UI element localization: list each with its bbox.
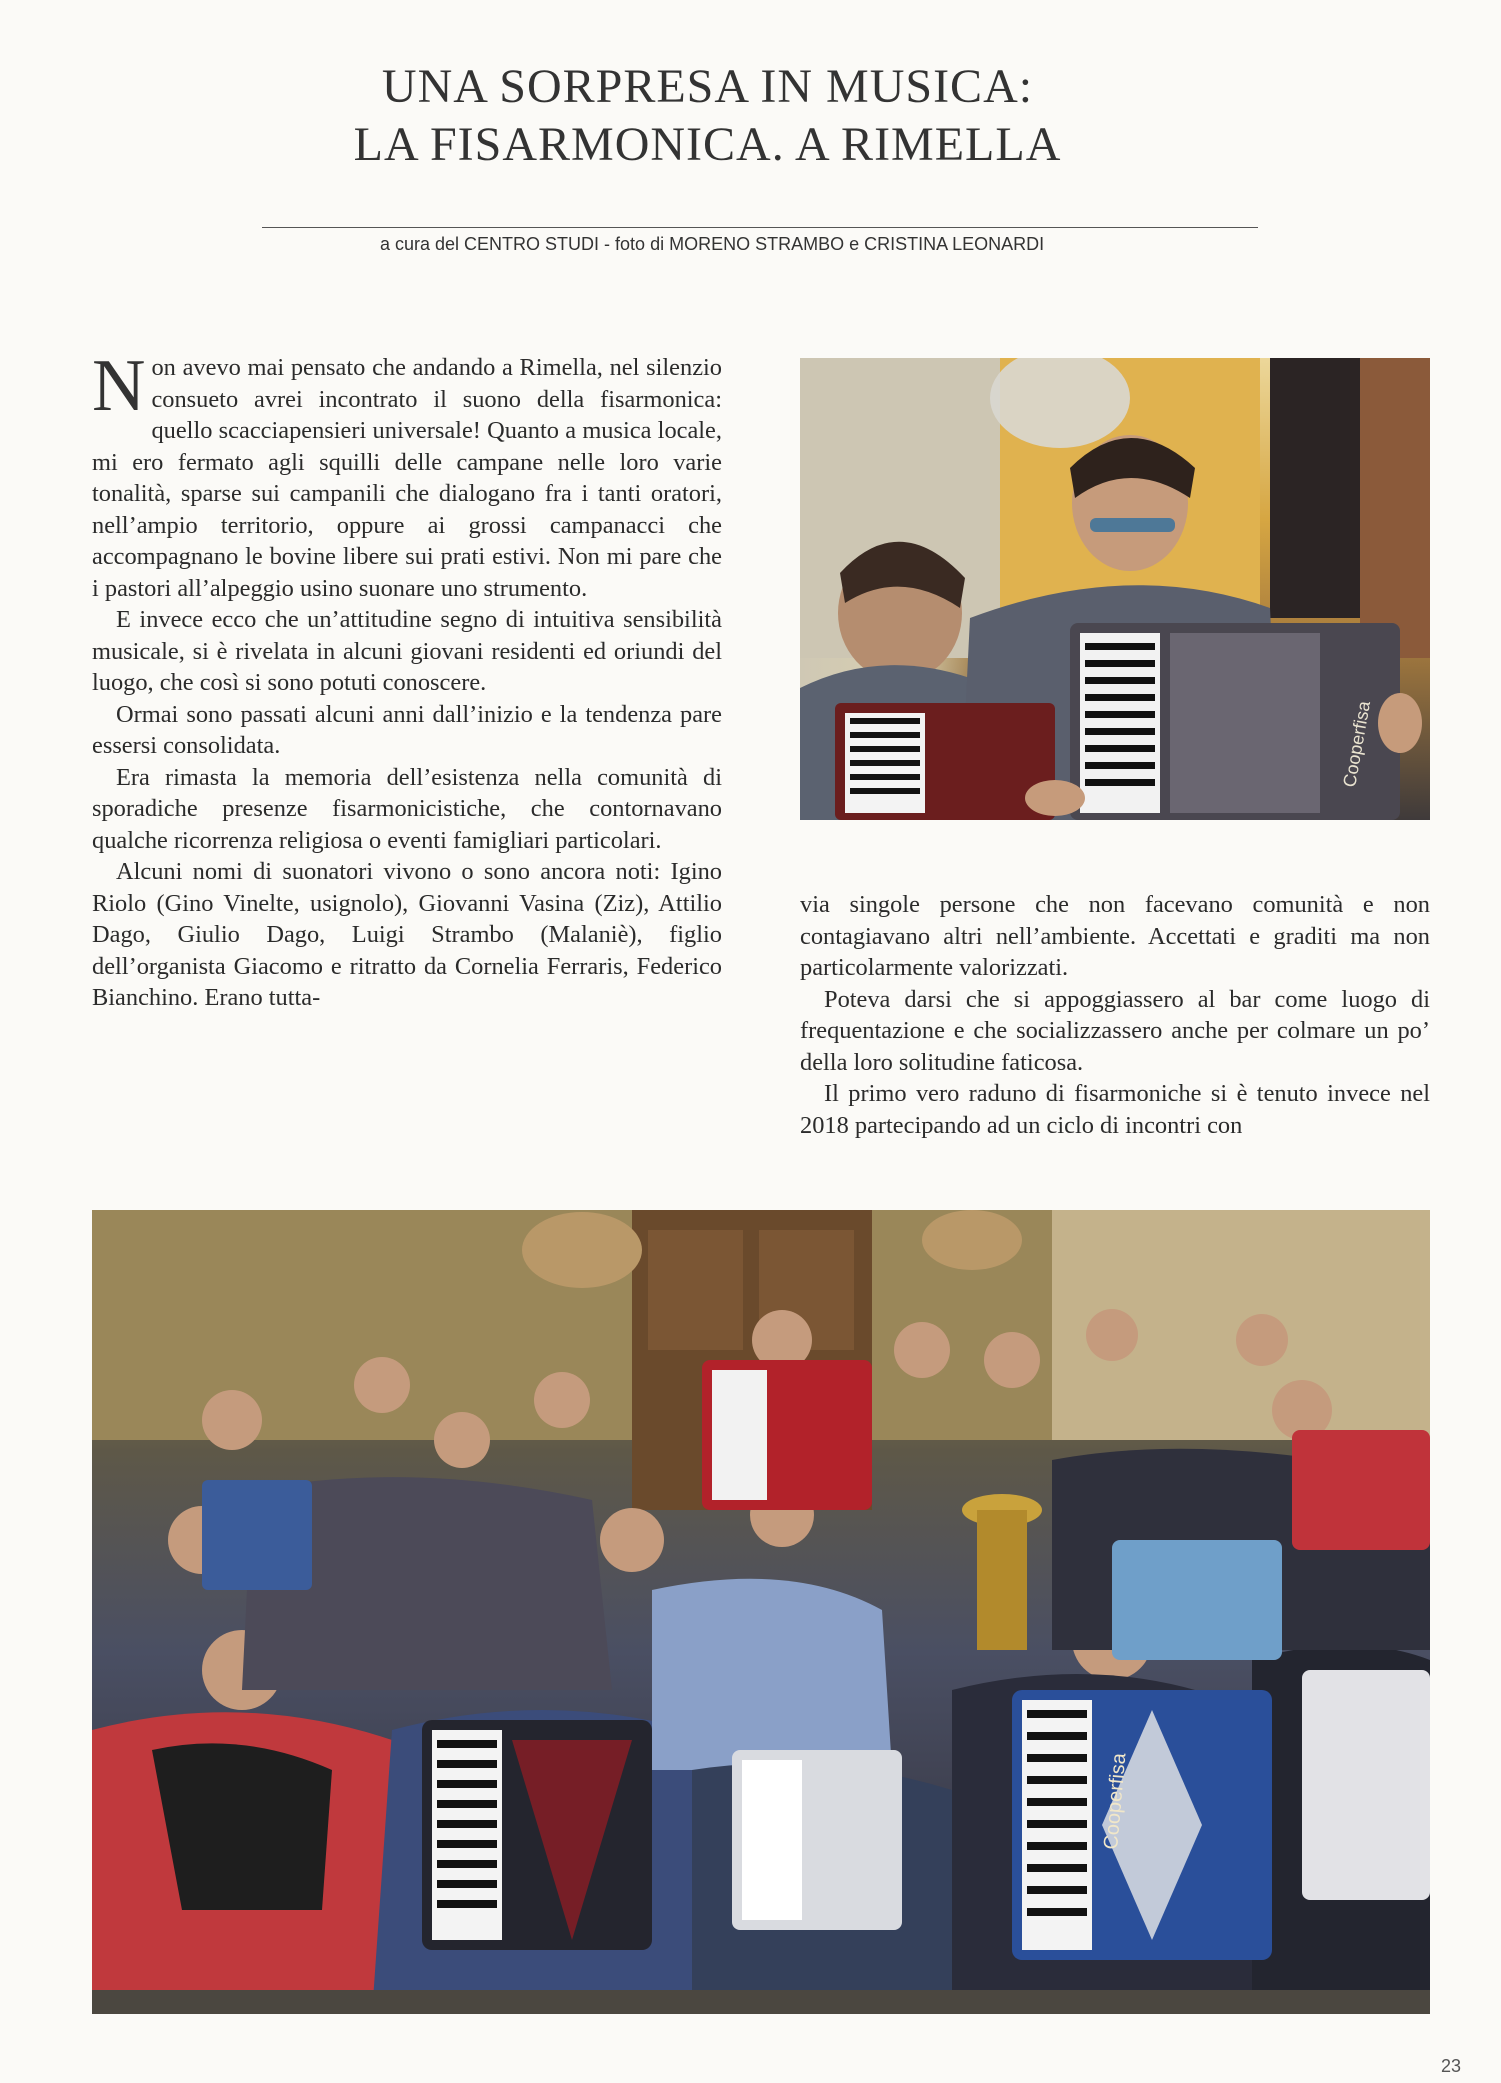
text-column-right [800, 889, 1430, 1141]
paragraph-6: via singole persone che non facevano comunità e non contagiavano altri nell’ambiente. Accettati e graditi ma non particolarmente valorizzati. [800, 891, 1430, 981]
article-credits: a cura del CENTRO STUDI - foto di MORENO STRAMBO e CRISTINA LEONARDI [380, 234, 1045, 254]
text-column-left [92, 345, 722, 1014]
paragraph-1 [92, 345, 722, 604]
photo-accordion-group [92, 1210, 1430, 2014]
page-number: 23 [1440, 2056, 1461, 2076]
accordion-brand-label-bottom: Cooperfisa [1100, 1752, 1131, 1851]
title-line-2: LA FISARMONICA. A RIMELLA [353, 118, 1062, 171]
accordion-red-right [1292, 1430, 1430, 1550]
grey-accordion [1070, 623, 1400, 820]
accordion-front-left [422, 1720, 652, 1950]
drop-cap: N [92, 345, 146, 427]
accordion-red-standing [702, 1360, 872, 1510]
photo-young-accordionists [800, 358, 1430, 820]
red-accordion [835, 703, 1055, 820]
paragraph-7: Poteva darsi che si appoggiassero al bar come luogo di frequentazione e che socializzassero anche per colmare un po’ della loro solitudine faticosa. [800, 985, 1430, 1076]
accordion-front-blue [1012, 1690, 1272, 1960]
paragraph-2: E invece ecco che un’attitudine segno di intuitiva sensibilità musicale, si è rivelata in alcuni giovani residenti ed oriundi del luogo, che così si sono potuti conoscere. [92, 606, 722, 696]
paragraph-1-text: on avevo mai pensato che andando a Rimella, nel silenzio consueto avrei incontrato il suono della fisarmonica: quello scacciapensieri universale! Quanto a musica locale, mi ero fermato agli squilli delle campane nelle loro varie tonalità, sparse sui campanili che dialogano fra i tanti oratori, nell’ampio territorio, oppure ai grossi campanacci che accompagnano le bovine libere sui prati estivi. Non mi pare che i pastori all’alpeggio usino suonare uno strumento. [92, 354, 722, 602]
accordion-front-white [732, 1750, 902, 1930]
title-line-1: UNA SORPRESA IN MUSICA: [381, 60, 1034, 113]
paragraph-8: Il primo vero raduno di fisarmoniche si è tenuto invece nel 2018 partecipando ad un ciclo di incontri con [800, 1080, 1430, 1139]
article-title [0, 58, 1415, 174]
paragraph-4: Era rimasta la memoria dell’esistenza nella comunità di sporadiche presenze fisarmonicistiche, che contornavano qualche ricorrenza religiosa o eventi famigliari particolari. [92, 763, 722, 854]
accordion-brand-label: Cooperfisa [1339, 699, 1375, 789]
title-divider [262, 227, 1258, 228]
paragraph-3: Ormai sono passati alcuni anni dall’inizio e la tendenza pare essersi consolidata. [92, 700, 722, 759]
paragraph-5: Alcuni nomi di suonatori vivono o sono ancora noti: Igino Riolo (Gino Vinelte, usignolo), Giovanni Vasina (Ziz), Attilio Dago, Giulio Dago, Luigi Strambo (Malaniè), figlio dell’organista Giacomo e ritratto da Cornelia Ferraris, Federico Bianchino. Erano tutta- [92, 858, 722, 1011]
photo-bottom-illustration [92, 1210, 1430, 2014]
accordion-right-white [1302, 1670, 1430, 1900]
photo-top-illustration [800, 358, 1430, 820]
